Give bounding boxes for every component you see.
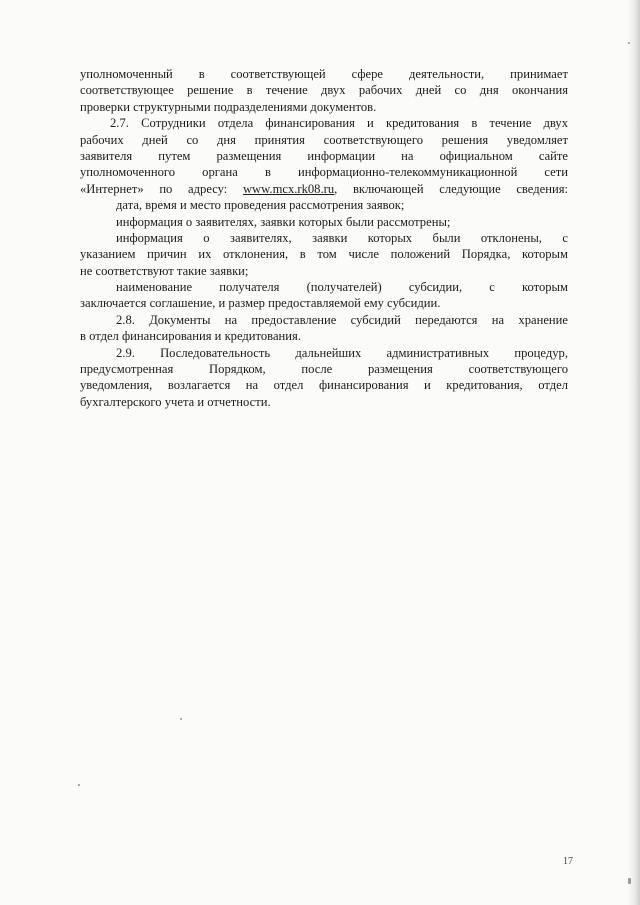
text-line: бухгалтерского учета и отчетности. xyxy=(80,394,271,409)
text-line: указанием причин их отклонения, в том числе положений Порядка, которым xyxy=(80,247,568,262)
text-line: уполномоченный в соответствующей сфере деятельности, принимает xyxy=(80,67,568,81)
scan-speck xyxy=(628,42,630,44)
scan-speck xyxy=(78,784,80,786)
page-number: 17 xyxy=(563,856,573,867)
scan-edge-shadow xyxy=(628,0,640,905)
text-line: уведомления, возлагается на отдел финансирования и кредитования, отдел xyxy=(80,378,568,393)
paragraph-2-9-start: 2.9. Последовательность дальнейших административных процедур, xyxy=(116,345,568,360)
list-item: наименование получателя (получателей) субсидии, с которым xyxy=(116,280,568,295)
text-line: соответствующее решение в течение двух рабочих дней со дня окончания xyxy=(80,83,568,98)
scan-speck xyxy=(180,718,182,720)
text-line: не соответствуют такие заявки; xyxy=(80,263,249,278)
paragraph-2-8-start: 2.8. Документы на предоставление субсидий передаются на хранение xyxy=(116,312,568,327)
text-line: заявителя путем размещения информации на официальном сайте xyxy=(80,148,568,163)
website-link: www.mcx.rk08.ru xyxy=(242,181,335,196)
paragraph-2-7-start: 2.7. Сотрудники отдела финансирования и кредитования в течение двух xyxy=(110,116,568,131)
list-item: дата, время и место проведения рассмотрения заявок; xyxy=(116,198,405,213)
text-line: предусмотренная Порядком, после размещения соответствующего xyxy=(80,362,568,377)
text-line: уполномоченного органа в информационно-телекоммуникационной сети xyxy=(80,165,568,180)
list-item: информация о заявителях, заявки которых были отклонены, с xyxy=(116,230,568,245)
text-line: рабочих дней со дня принятия соответствующего решения уведомляет xyxy=(80,132,568,147)
text-line: в отдел финансирования и кредитования. xyxy=(80,329,301,344)
list-item: информация о заявителях, заявки которых были рассмотрены; xyxy=(116,214,451,229)
text-line-with-url: «Интернет» по адресу: www.mcx.rk08.ru, включающей следующие сведения: xyxy=(80,181,568,196)
text-line: заключается соглашение, и размер предоставляемой ему субсидии. xyxy=(80,296,441,311)
text-line: проверки структурными подразделениями документов. xyxy=(80,99,377,114)
document-body xyxy=(80,66,568,410)
scan-speck xyxy=(628,878,631,884)
